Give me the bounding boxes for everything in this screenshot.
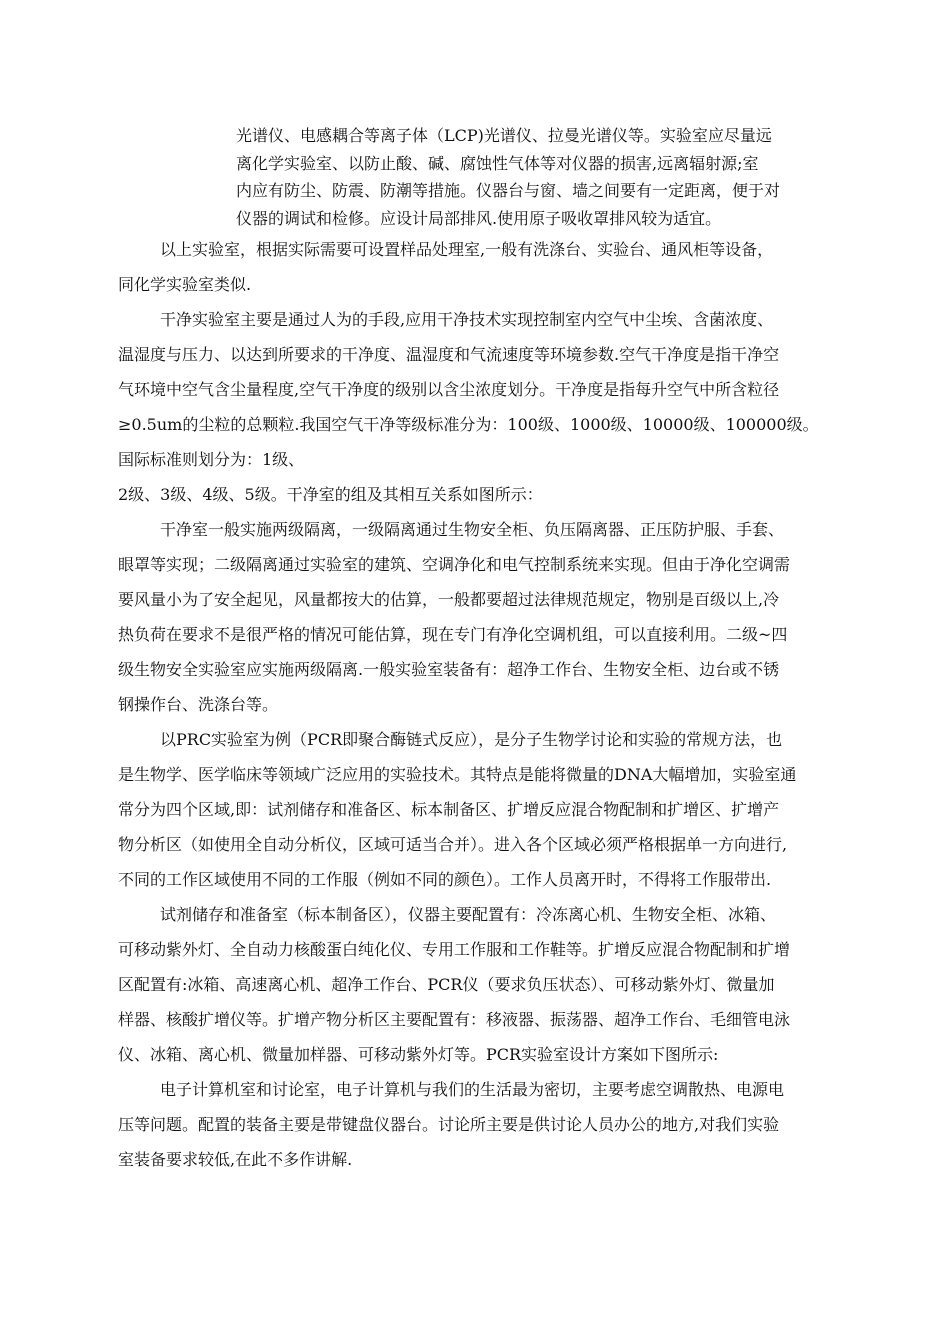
paragraph-line: ≥0.5um的尘粒的总颗粒.我国空气干净等级标准分为：100级、1000级、10000级、100000级。	[118, 415, 819, 434]
paragraph-line: 试剂储存和准备室（标本制备区），仪器主要配置有：冷冻离心机、生物安全柜、冰箱、	[160, 905, 777, 924]
intro-line: 离化学实验室、以防止酸、碱、腐蚀性气体等对仪器的损害,远离辐射源;室	[236, 153, 759, 173]
paragraph-line: 物分析区（如使用全自动分析仪，区域可适当合并）。进入各个区域必须严格根据单一方向进行,	[118, 835, 788, 854]
paragraph-line: 以PRC实验室为例（PCR即聚合酶链式反应），是分子生物学讨论和实验的常规方法，也	[160, 730, 783, 749]
body-text	[118, 232, 819, 1177]
paragraph-line: 压等问题。配置的装备主要是带键盘仪器台。讨论所主要是供讨论人员办公的地方,对我们实验	[118, 1115, 780, 1134]
paragraph-line: 不同的工作区域使用不同的工作服（例如不同的颜色）。工作人员离开时，不得将工作服带出.	[118, 870, 772, 889]
paragraph-line: 气环境中空气含尘量程度,空气干净度的级别以含尘浓度划分。干净度是指每升空气中所含粒径	[118, 380, 780, 399]
paragraph-line: 样器、核酸扩增仪等。扩增产物分析区主要配置有：移液器、振荡器、超净工作台、毛细管电泳	[118, 1010, 791, 1029]
paragraph-line: 干净室一般实施两级隔离，一级隔离通过生物安全柜、负压隔离器、正压防护服、手套、	[160, 520, 785, 539]
paragraph-line: 电子计算机室和讨论室，电子计算机与我们的生活最为密切，主要考虑空调散热、电源电	[160, 1080, 785, 1099]
intro-line: 仪器的调试和检修。应设计局部排风.使用原子吸收罩排风较为适宜。	[236, 208, 722, 228]
paragraph-line: 要风量小为了安全起见，风量都按大的估算，一般都要超过法律规范规定，物别是百级以上,冷	[118, 590, 780, 609]
paragraph-line: 常分为四个区域,即：试剂储存和准备区、标本制备区、扩增反应混合物配制和扩增区、扩增产	[118, 800, 780, 819]
paragraph-line: 是生物学、医学临床等领域广泛应用的实验技术。其特点是能将微量的DNA大幅增加，实验室通	[118, 765, 797, 784]
paragraph-line: 仪、冰箱、离心机、微量加样器、可移动紫外灯等。PCR实验室设计方案如下图所示:	[118, 1045, 719, 1064]
paragraph-line: 热负荷在要求不是很严格的情况可能估算，现在专门有净化空调机组，可以直接利用。二级~四	[118, 625, 788, 644]
paragraph-line: 干净实验室主要是通过人为的手段,应用干净技术实现控制室内空气中尘埃、含菌浓度、	[160, 310, 774, 329]
paragraph-line: 温湿度与压力、以达到所要求的干净度、温湿度和气流速度等环境参数.空气干净度是指干净空	[118, 345, 780, 364]
paragraph-line: 以上实验室，根据实际需要可设置样品处理室,一般有洗涤台、实验台、通风柜等设备，	[160, 240, 774, 259]
paragraph-line: 同化学实验室类似.	[118, 275, 252, 294]
paragraph-line: 可移动紫外灯、全自动力核酸蛋白纯化仪、专用工作服和工作鞋等。扩增反应混合物配制和扩增	[118, 940, 791, 959]
paragraph-line: 钢操作台、洗涤台等。	[118, 695, 279, 714]
intro-line: 光谱仪、电感耦合等离子体（LCP)光谱仪、拉曼光谱仪等。实验室应尽量远	[236, 126, 772, 145]
intro-line: 内应有防尘、防震、防潮等措施。仪器台与窗、墙之间要有一定距离，便于对	[236, 181, 781, 200]
paragraph-line: 2级、3级、4级、5级。干净室的组及其相互关系如图所示：	[118, 485, 543, 504]
paragraph-line: 国际标准则划分为：1级、	[118, 450, 305, 469]
paragraph-line: 区配置有:冰箱、高速离心机、超净工作台、PCR仪（要求负压状态）、可移动紫外灯、微量加	[118, 975, 775, 994]
paragraph-line: 眼罩等实现；二级隔离通过实验室的建筑、空调净化和电气控制系统来实现。但由于净化空调需	[118, 555, 791, 574]
paragraph-line: 级生物安全实验室应实施两级隔离.一般实验室装备有：超净工作台、生物安全柜、边台或不锈	[118, 660, 780, 679]
paragraph-line: 室装备要求较低,在此不多作讲解.	[118, 1150, 353, 1169]
intro-paragraph	[236, 122, 780, 232]
